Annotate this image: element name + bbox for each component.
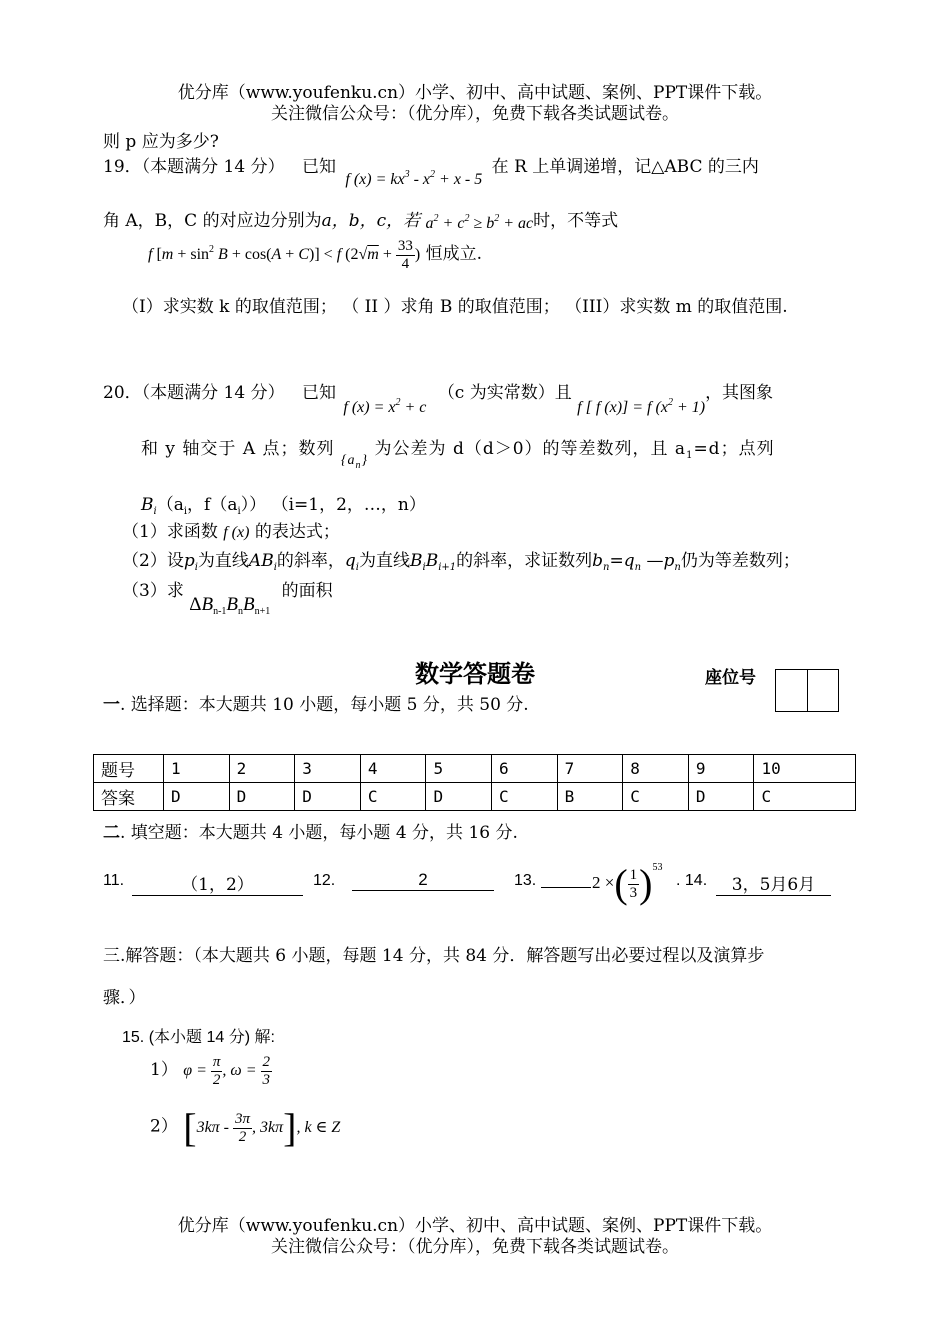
q15-part-2-label: 2） xyxy=(150,1116,178,1137)
table-cell: 10 xyxy=(754,755,856,783)
fill-q11-answer-box xyxy=(132,870,303,896)
fill-q14-label: . 14. xyxy=(676,872,708,889)
q19-function: f $(x) = kx^3 - x^2 + x - 5$ xyxy=(345,169,483,188)
table-cell: 8 xyxy=(623,755,689,783)
q19-inequality-text: 时，不等式 xyxy=(533,211,619,231)
q19-number: 19．（本题满分 14 分） xyxy=(103,157,285,177)
q20-part-2-c: 的斜率， xyxy=(276,551,345,571)
fill-q12-label: 12. xyxy=(313,872,336,889)
q20-part-1-b: 的表达式； xyxy=(254,522,340,542)
q19-sides-text: 角 A，B，C 的对应边分别为 xyxy=(103,211,322,231)
q20-part-3 xyxy=(122,576,333,617)
q19-line-1 xyxy=(103,152,759,188)
fill-q13-label: 13. xyxy=(514,872,537,889)
q19-abc: a，b，c，若 xyxy=(321,211,421,231)
header-line-2: 关注微信公众号：（优分库），免费下载各类试题试卷。 xyxy=(271,104,679,124)
table-cell: D xyxy=(229,783,295,811)
section-1-prefix: 一 xyxy=(103,695,120,715)
table-cell: C xyxy=(754,783,856,811)
table-cell: 7 xyxy=(557,755,623,783)
fill-q11-label: 11. xyxy=(103,872,125,889)
answer-sheet-title: 数学答题卷 xyxy=(415,660,535,688)
q20-part-3-b: 的面积 xyxy=(281,581,333,601)
q20-part-2-f: 仍为等差数列； xyxy=(680,551,800,571)
q20-part-2-a: （2）设 xyxy=(122,551,184,571)
q20-triangle: $\Delta B_{n-1}B_nB_{n+1}$ xyxy=(189,594,271,617)
q15-part-1-label: 1） xyxy=(150,1060,178,1081)
q19-inequality-formula: f $[m + \sin^2 B + \cos(A + C)] < f$ (2√m + $\frac{33}{4}$ ) xyxy=(148,238,421,272)
table-cell: D xyxy=(688,783,754,811)
fill-q12-answer-box xyxy=(352,870,494,891)
table-cell: D xyxy=(164,783,230,811)
q20-index-range: ）） （i=1，2，…，n） xyxy=(240,495,426,515)
table-cell: C xyxy=(492,783,558,811)
q20-number: 20．（本题满分 14 分） xyxy=(103,383,285,403)
q20-sequence-text: 和 y 轴交于 A 点；数列 xyxy=(141,439,335,459)
section-3-line-2: 骤．） xyxy=(103,988,146,1008)
answer-table xyxy=(93,754,856,811)
q20-part-1 xyxy=(122,517,340,542)
q20-arith-text: d（d＞0）的等差数列，且 a xyxy=(452,439,687,459)
table-cell: 4 xyxy=(360,755,426,783)
q18-tail: 则 p 应为多少? xyxy=(103,132,219,152)
table-row-head-number: 题号 xyxy=(94,755,164,783)
fill-q14-answer: 3，5月6月 xyxy=(716,870,831,896)
footer-line-1: 优分库（www.youfenku.cn）小学、初中、高中试题、案例、PPT课件下载。 xyxy=(177,1216,773,1236)
section-1-text: . 选择题：本大题共 10 小题，每小题 5 分，共 50 分. xyxy=(120,695,529,715)
table-row-head-answer: 答案 xyxy=(94,783,164,811)
fill-q13-answer: 2 ×( $\frac{1}{3}$ )$^{53}$ xyxy=(592,861,663,906)
section-1-heading xyxy=(103,690,529,715)
section-2-prefix: 二 xyxy=(103,823,120,843)
q20-part-1-a: （1）求函数 xyxy=(122,522,218,542)
q20-line-2: 和 y 轴交于 A 点；数列 $_{\{a_n\}}$ 为公差为 d（d＞0）的等差数列，且 $a_1=d$；点列 xyxy=(141,439,775,471)
table-cell: 3 xyxy=(295,755,361,783)
fill-q13-underline xyxy=(541,887,591,888)
table-cell: 6 xyxy=(492,755,558,783)
q19-condition: $a^2 + c^2 \ge b^2$ + ac xyxy=(425,213,534,232)
table-cell: B xyxy=(557,783,623,811)
q19-line-2 xyxy=(103,206,618,231)
seat-number-box[interactable] xyxy=(775,669,839,712)
q20-line-3: $B_i(a_i$，$f(a_i)$） （i=1，2，…，n） xyxy=(141,495,426,517)
q20-functional-equation: f [ f (x)] = f $(x^2 + 1)$ xyxy=(577,397,706,416)
table-row xyxy=(94,755,856,783)
table-cell: 1 xyxy=(164,755,230,783)
fill-q13-coefficient: 2 xyxy=(592,872,601,892)
q20-function: f $(x) = x^2 + c$ xyxy=(343,397,427,416)
q20-note: （c 为实常数）且 xyxy=(437,383,572,403)
header-line-1: 优分库（www.youfenku.cn）小学、初中、高中试题、案例、PPT课件下载。 xyxy=(177,83,773,103)
footer-line-2: 关注微信公众号：（优分库），免费下载各类试题试卷。 xyxy=(271,1237,679,1257)
seat-label: 座位号 xyxy=(705,668,756,687)
q20-part-2-b: 为直线 xyxy=(197,551,249,571)
q15-part-1-formula: φ = $\frac{\pi}{2}$ , ω = $\frac{2}{3}$ xyxy=(183,1054,270,1088)
table-cell: C xyxy=(623,783,689,811)
q20-sequence-symbol: {an} xyxy=(340,453,369,471)
fill-q11-answer: （1，2） xyxy=(132,870,303,896)
q15-title: 15. (本小题 14 分) 解: xyxy=(122,1029,275,1046)
fill-q14-answer-box xyxy=(716,870,831,896)
q20-diff-text: 为公差为 xyxy=(374,439,447,459)
q19-always-holds: 恒成立. xyxy=(425,244,482,265)
q19-intro: 已知 xyxy=(301,157,336,177)
section-2-heading xyxy=(103,818,518,843)
q20-point-seq-text: =d；点列 xyxy=(693,439,775,459)
q15-part-2-formula: [3kπ - $\frac{3\pi}{2}$ , 3kπ], k ∈ Z xyxy=(183,1105,341,1150)
q20-line-1 xyxy=(103,378,774,416)
q20-intro: 已知 xyxy=(301,383,336,403)
section-3-line-1: 三.解答题：（本大题共 6 小题，每题 14 分，共 84 分．解答题写出必要过程以及演算步 xyxy=(103,946,765,966)
q20-point-fa: ，f（a xyxy=(187,495,238,515)
table-cell: 5 xyxy=(426,755,492,783)
q20-point-a: （a xyxy=(156,495,184,515)
q15-part-2 xyxy=(150,1105,341,1150)
q19-monotone-text: 在 R 上单调递增，记△ABC 的三内 xyxy=(491,157,759,177)
table-cell: 9 xyxy=(688,755,754,783)
table-row xyxy=(94,783,856,811)
table-cell: D xyxy=(295,783,361,811)
q20-part-2-e: 的斜率，求证数列 xyxy=(456,551,593,571)
seat-box-divider xyxy=(807,670,808,711)
q19-parts: （I）求实数 k 的取值范围； （ II ）求角 B 的取值范围； （III）求实数 m 的取值范围. xyxy=(122,297,788,317)
table-cell: C xyxy=(360,783,426,811)
q19-inequality xyxy=(148,238,482,273)
table-cell: D xyxy=(426,783,492,811)
table-cell: 2 xyxy=(229,755,295,783)
q20-part-2-d: 为直线 xyxy=(359,551,410,571)
q20-graph-text: ，其图象 xyxy=(705,383,774,403)
section-2-text: . 填空题：本大题共 4 小题，每小题 4 分，共 16 分. xyxy=(120,823,518,843)
q20-part-3-a: （3）求 xyxy=(122,581,184,601)
q20-part-2: （2）设$p_i$为直线$AB_i$的斜率，$q_i$为直线$B_iB_{i+1}$的斜率，求证数列$b_n=q_n$ $—p_n$仍为等差数列； xyxy=(122,551,800,573)
q15-part-1 xyxy=(150,1054,272,1089)
q20-fx: f (x) xyxy=(223,524,250,541)
fill-q12-answer: 2 xyxy=(352,870,494,891)
fill-q13-exponent: 53 xyxy=(652,861,663,873)
